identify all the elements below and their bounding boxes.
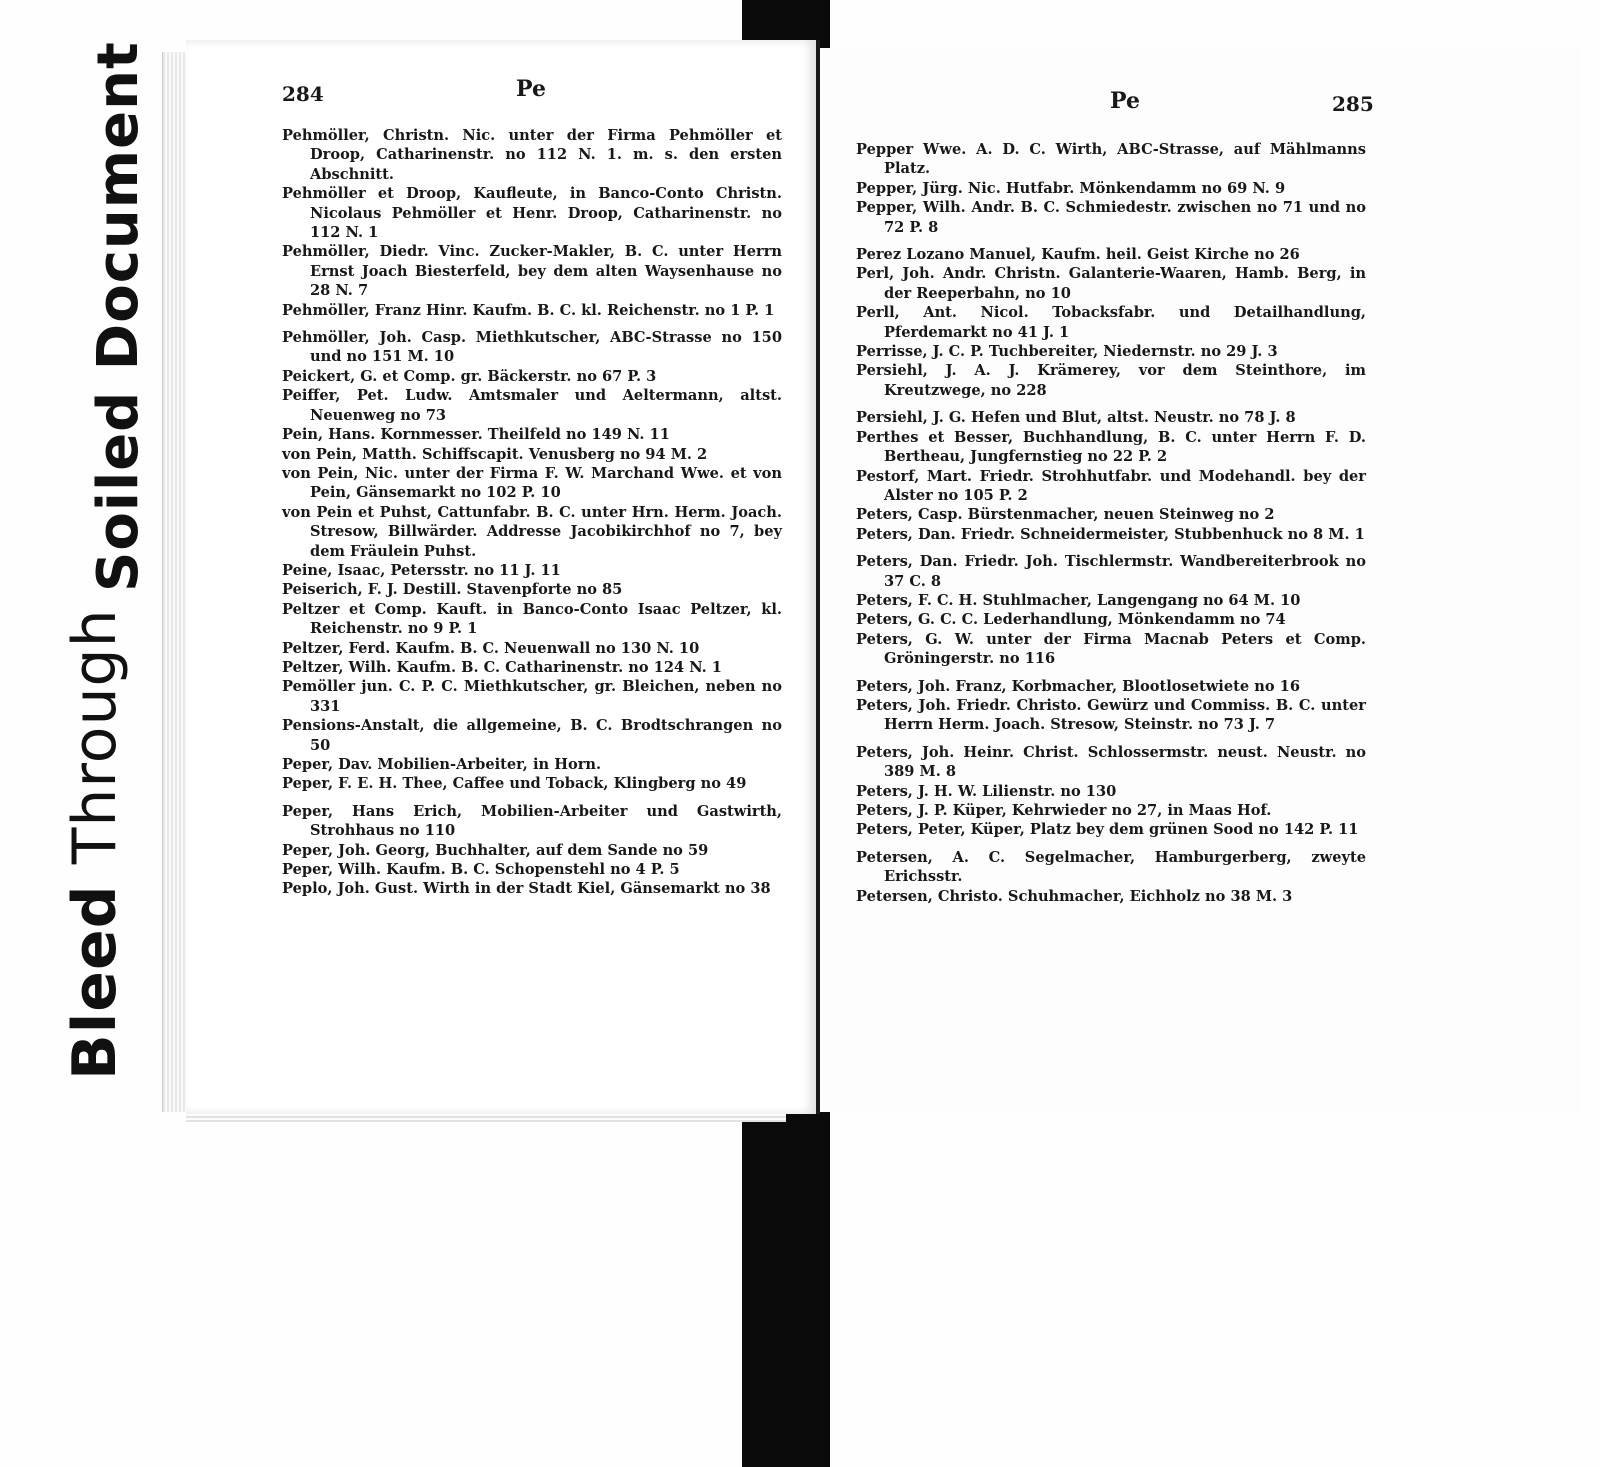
right-page-header: Pe [1110,88,1140,114]
directory-entry: Pein, Hans. Kornmesser. Theilfeld no 149 N. 11 [282,426,670,444]
soiled-document-label: Soiled Document [86,41,151,592]
bleed-word: Bleed [60,884,130,1080]
directory-entry: Peters, Joh. Friedr. Christo. Gewürz und Commiss. B. C. unter Herrn Herm. Joach. Stresow, Steinstr. no 73 J. 7 [856,696,1366,734]
directory-entry: Peper, Wilh. Kaufm. B. C. Schopenstehl no 4 P. 5 [282,861,680,879]
bleed-through-label [60,608,130,1080]
directory-entry: Peters, Casp. Bürstenmacher, neuen Steinweg no 2 [856,506,1275,524]
directory-entry: von Pein et Puhst, Cattunfabr. B. C. unter Hrn. Herm. Joach. Stresow, Billwärder. Addresse Jacobikirchhof no 7, bey dem Fräulein Puhst. [282,503,782,560]
directory-entry: Peters, Joh. Heinr. Christ. Schlossermstr. neust. Neustr. no 389 M. 8 [856,743,1366,781]
directory-entry: Peiserich, F. J. Destill. Stavenpforte no 85 [282,581,623,599]
left-page-number: 284 [282,82,324,106]
right-entry-list [856,140,1366,906]
directory-entry: Perez Lozano Manuel, Kaufm. heil. Geist Kirche no 26 [856,246,1300,264]
directory-entry: Peper, Hans Erich, Mobilien-Arbeiter und Gastwirth, Strohhaus no 110 [282,802,782,840]
directory-entry: Peper, Joh. Georg, Buchhalter, auf dem Sande no 59 [282,841,709,859]
directory-entry: Peltzer, Ferd. Kaufm. B. C. Neuenwall no 130 N. 10 [282,639,700,657]
directory-entry: von Pein, Nic. unter der Firma F. W. Marchand Wwe. et von Pein, Gänsemarkt no 102 P. 10 [282,464,782,502]
directory-entry: Pepper, Jürg. Nic. Hutfabr. Mönkendamm no 69 N. 9 [856,179,1286,197]
directory-entry: Pepper Wwe. A. D. C. Wirth, ABC-Strasse, auf Mählmanns Platz. [856,141,1366,178]
directory-entry: Persiehl, J. G. Hefen und Blut, altst. Neustr. no 78 J. 8 [856,409,1296,427]
directory-entry: Pehmöller, Joh. Casp. Miethkutscher, ABC-Strasse no 150 und no 151 M. 10 [282,329,782,366]
directory-entry: Peickert, G. et Comp. gr. Bäckerstr. no 67 P. 3 [282,367,657,385]
directory-entry: Pensions-Anstalt, die allgemeine, B. C. Brodtschrangen no 50 [282,717,782,754]
directory-entry: Peters, F. C. H. Stuhlmacher, Langengang no 64 M. 10 [856,591,1301,609]
directory-entry: Peters, J. H. W. Lilienstr. no 130 [856,782,1117,800]
directory-entry: Peters, Joh. Franz, Korbmacher, Blootlosetwiete no 16 [856,677,1300,695]
directory-entry: Perrisse, J. C. P. Tuchbereiter, Niedernstr. no 29 J. 3 [856,343,1278,361]
directory-entry: Peine, Isaac, Petersstr. no 11 J. 11 [282,561,561,579]
left-entry-list [282,126,782,899]
directory-entry: Peper, F. E. H. Thee, Caffee und Toback, Klingberg no 49 [282,775,747,793]
directory-entry: Peters, G. C. C. Lederhandlung, Mönkendamm no 74 [856,611,1286,629]
directory-entry: Peltzer, Wilh. Kaufm. B. C. Catharinenstr. no 124 N. 1 [282,658,722,676]
page-edges-left [162,52,187,1112]
gutter-strip-bottom [742,1112,830,1467]
directory-entry: Petersen, Christo. Schuhmacher, Eichholz no 38 M. 3 [856,887,1293,905]
through-word: Through [60,608,130,865]
directory-entry: Pehmöller, Diedr. Vinc. Zucker-Makler, B. C. unter Herrn Ernst Joach Biesterfeld, bey dem alten Waysenhause no 28 N. 7 [282,243,782,300]
directory-entry: Pemöller jun. C. P. C. Miethkutscher, gr. Bleichen, neben no 331 [282,678,782,715]
right-page [820,48,1580,1112]
directory-entry: von Pein, Matth. Schiffscapit. Venusberg no 94 M. 2 [282,445,708,463]
directory-entry: Pehmöller, Christn. Nic. unter der Firma Pehmöller et Droop, Catharinenstr. no 112 N. 1. m. s. den ersten Abschnitt. [282,127,782,183]
directory-entry: Perll, Ant. Nicol. Tobacksfabr. und Detailhandlung, Pferdemarkt no 41 J. 1 [856,304,1366,341]
directory-entry: Perthes et Besser, Buchhandlung, B. C. unter Herrn F. D. Bertheau, Jungfernstieg no 22 P. 2 [856,428,1366,466]
directory-entry: Peiffer, Pet. Ludw. Amtsmaler und Aeltermann, altst. Neuenweg no 73 [282,387,782,424]
directory-entry: Peters, Dan. Friedr. Joh. Tischlermstr. Wandbereiterbrook no 37 C. 8 [856,553,1366,590]
right-page-number: 285 [1332,92,1374,116]
directory-entry: Pestorf, Mart. Friedr. Strohhutfabr. und Modehandl. bey der Alster no 105 P. 2 [856,467,1366,504]
directory-entry: Persiehl, J. A. J. Krämerey, vor dem Steinthore, im Kreutzwege, no 228 [856,362,1366,399]
directory-entry: Peters, G. W. unter der Firma Macnab Peters et Comp. Gröningerstr. no 116 [856,630,1366,668]
directory-entry: Pepper, Wilh. Andr. B. C. Schmiedestr. zwischen no 71 und no 72 P. 8 [856,199,1366,236]
left-page-header: Pe [516,76,546,102]
directory-entry: Peters, Dan. Friedr. Schneidermeister, Stubbenhuck no 8 M. 1 [856,525,1365,543]
directory-entry: Peper, Dav. Mobilien-Arbeiter, in Horn. [282,756,602,773]
directory-entry: Peters, J. P. Küper, Kehrwieder no 27, in Maas Hof. [856,802,1272,819]
left-page [186,40,820,1114]
directory-entry: Peplo, Joh. Gust. Wirth in der Stadt Kiel, Gänsemarkt no 38 [282,880,771,898]
directory-entry: Petersen, A. C. Segelmacher, Hamburgerberg, zweyte Erichsstr. [856,848,1366,886]
directory-entry: Perl, Joh. Andr. Christn. Galanterie-Waaren, Hamb. Berg, in der Reeperbahn, no 10 [856,265,1366,302]
directory-entry: Pehmöller et Droop, Kaufleute, in Banco-Conto Christn. Nicolaus Pehmöller et Henr. Droop, Catharinenstr. no 112 N. 1 [282,185,782,242]
directory-entry: Peltzer et Comp. Kauft. in Banco-Conto Isaac Peltzer, kl. Reichenstr. no 9 P. 1 [282,600,782,638]
directory-entry: Pehmöller, Franz Hinr. Kaufm. B. C. kl. Reichenstr. no 1 P. 1 [282,301,775,319]
directory-entry: Peters, Peter, Küper, Platz bey dem grünen Sood no 142 P. 11 [856,821,1359,839]
